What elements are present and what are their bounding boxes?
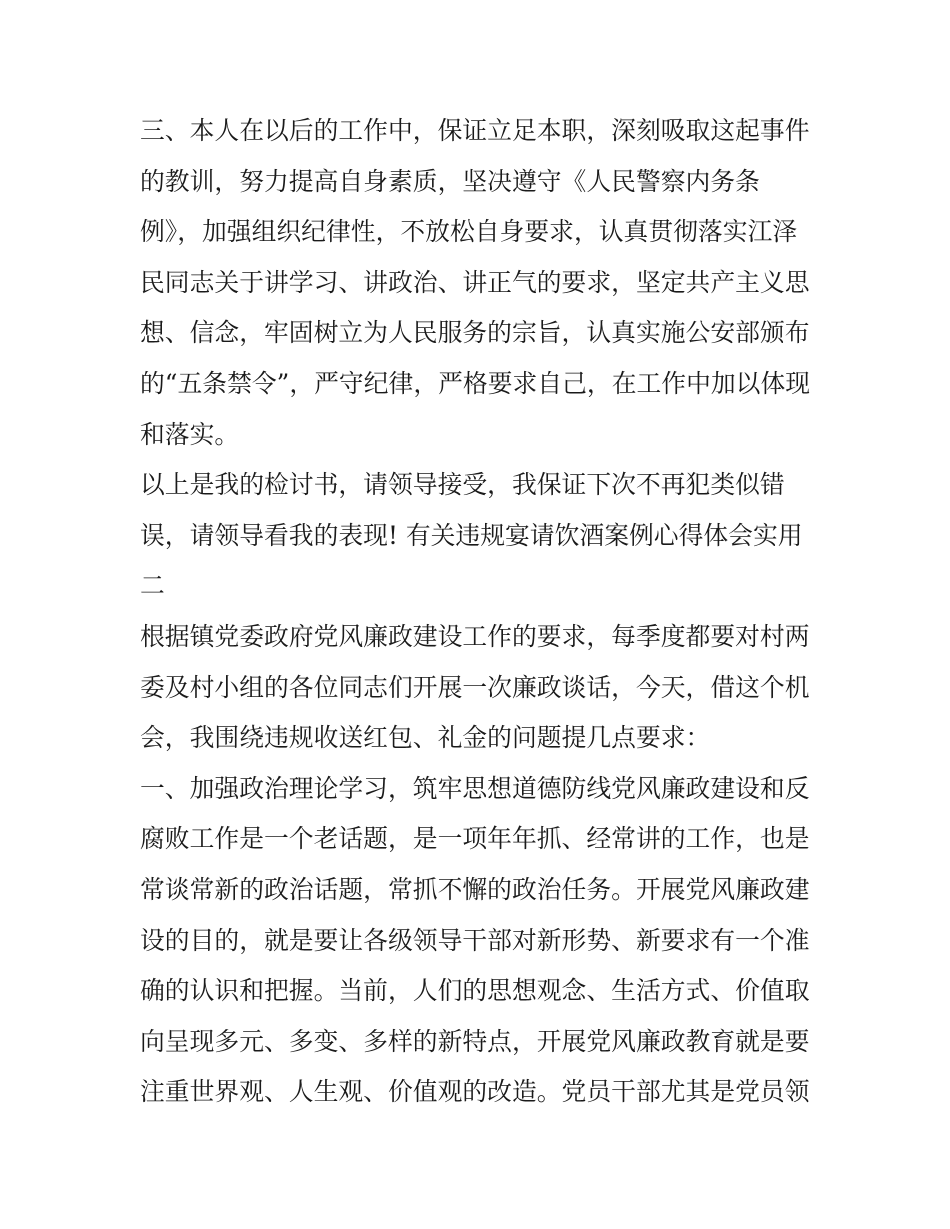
text-line: 设的目的，就是要让各级领导干部对新形势、新要求有一个准 — [140, 925, 810, 955]
text-line: 例》，加强组织纪律性，不放松自身要求，认真贯彻落实江泽 — [140, 217, 798, 247]
document-body — [140, 106, 820, 1118]
text-line: 民同志关于讲学习、讲政治、讲正气的要求，坚定共产主义思 — [140, 267, 810, 297]
text-line: 向呈现多元、多变、多样的新特点，开展党风廉政教育就是要 — [140, 1026, 810, 1056]
text-line: 的“五条禁令”，严守纪律，严格要求自己，在工作中加以体现 — [140, 368, 811, 398]
text-line: 一、加强政治理论学习，筑牢思想道德防线党风廉政建设和反 — [140, 773, 810, 803]
text-line: 根据镇党委政府党风廉政建设工作的要求，每季度都要对村两 — [140, 621, 810, 651]
text-line: 腐败工作是一个老话题，是一项年年抓、经常讲的工作，也是 — [140, 824, 810, 854]
text-line: 常谈常新的政治话题，常抓不懈的政治任务。开展党风廉政建 — [140, 874, 810, 904]
text-line: 确的认识和把握。当前，人们的思想观念、生活方式、价值取 — [140, 976, 810, 1006]
text-line: 二 — [140, 571, 165, 601]
text-line: 的教训，努力提高自身素质，坚决遵守《人民警察内务条 — [140, 166, 760, 196]
text-line: 会，我围绕违规收送红包、礼金的问题提几点要求： — [140, 723, 711, 753]
text-line: 和落实。 — [140, 419, 240, 449]
text-line: 三、本人在以后的工作中，保证立足本职，深刻吸取这起事件 — [140, 116, 810, 145]
text-line: 委及村小组的各位同志们开展一次廉政谈话，今天，借这个机 — [140, 672, 810, 702]
text-line: 以上是我的检讨书，请领导接受，我保证下次不再犯类似错 — [140, 470, 785, 500]
text-line: 想、信念，牢固树立为人民服务的宗旨，认真实施公安部颁布 — [140, 318, 810, 348]
text-line: 注重世界观、人生观、价值观的改造。党员干部尤其是党员领 — [140, 1077, 810, 1107]
text-line: 误，请领导看我的表现! 有关违规宴请饮酒案例心得体会实用 — [140, 520, 803, 550]
